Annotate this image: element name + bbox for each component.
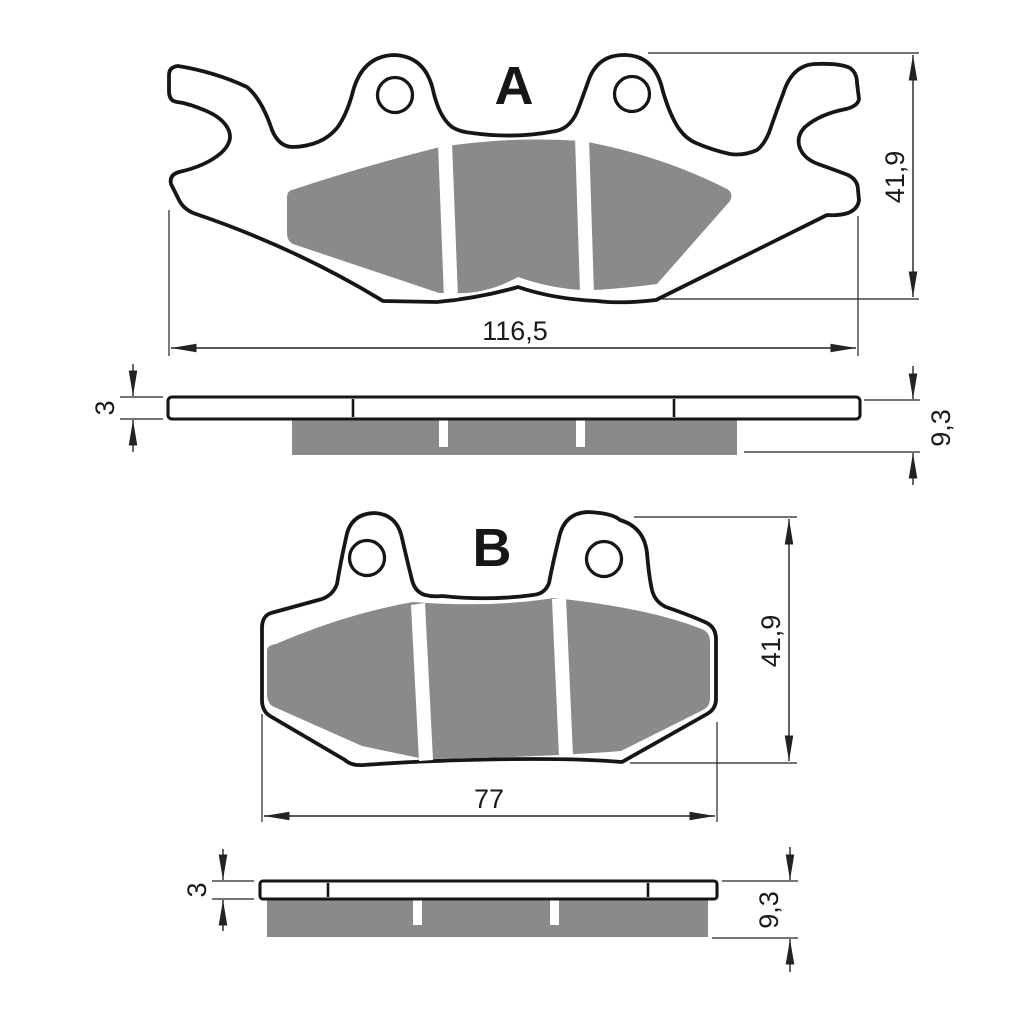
pad-b-total-thickness-dimension	[712, 847, 798, 972]
pad-b-section-notch-right	[550, 899, 559, 925]
pad-a-width-value: 116,5	[482, 316, 548, 346]
pad-b-plan-view	[262, 512, 716, 765]
pad-b-section-view	[182, 847, 798, 972]
pad-b-backplate-thickness-dimension	[182, 849, 254, 931]
pad-a-section-friction	[292, 419, 737, 455]
pad-a-backplate-thickness-dimension	[90, 364, 163, 452]
pad-a-view-label: A	[494, 56, 534, 116]
pad-a-plan-view	[169, 55, 859, 302]
pad-a-backplate-thickness-value: 3	[90, 400, 120, 416]
pad-b-height-value: 41,9	[756, 614, 786, 668]
pad-a-total-thickness-dimension	[744, 366, 956, 485]
pad-b-mounting-hole-right	[587, 542, 622, 577]
pad-b-view-label: B	[472, 518, 512, 578]
pad-a-mounting-hole-left	[378, 78, 413, 113]
pad-a-total-thickness-value: 9,3	[926, 409, 956, 447]
pad-a-section-notch-right	[576, 419, 585, 447]
pad-b-total-thickness-value: 9,3	[754, 891, 784, 929]
pad-a-section-view	[90, 364, 956, 485]
pad-a-section-notch-left	[439, 419, 448, 447]
pad-b-section-friction	[267, 899, 708, 937]
pad-a-height-value: 41,9	[880, 150, 910, 204]
pad-a-mounting-hole-right	[615, 77, 650, 112]
pad-b-section-notch-left	[413, 899, 422, 925]
pad-b-width-value: 77	[473, 784, 505, 814]
pad-a-section-backplate	[168, 397, 860, 419]
pad-b-backplate-thickness-value: 3	[182, 882, 212, 898]
pad-b-mounting-hole-left	[350, 541, 385, 576]
